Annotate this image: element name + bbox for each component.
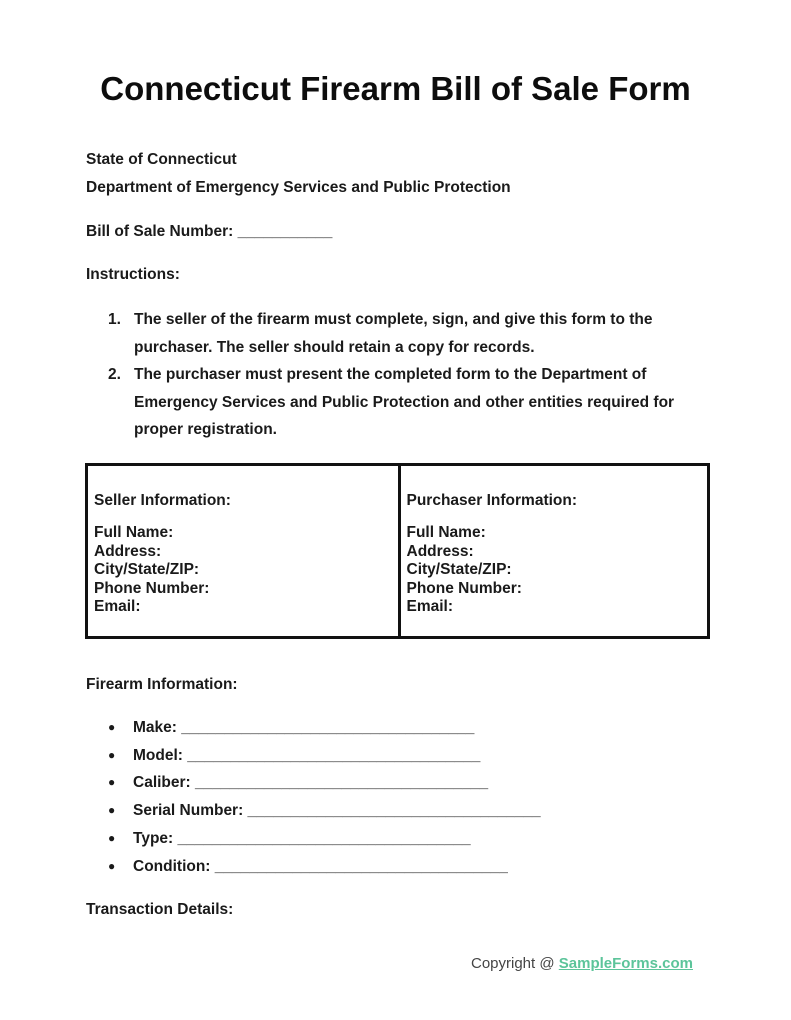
list-item [108,825,541,853]
bullet-icon: ● [108,830,116,845]
seller-email-field: Email: [94,598,141,615]
firearm-heading: Firearm Information: [86,676,238,693]
list-item [108,797,541,825]
caliber-field: Caliber: __________________________________ [133,774,489,792]
bullet-icon: ● [108,858,116,873]
instruction-text: The seller of the firearm must complete, sign, and give this form to the purchaser. The seller should retain a copy for records. [134,311,653,356]
instruction-item [108,306,708,361]
seller-city-state-zip-field: City/State/ZIP: [94,561,200,578]
bullet-icon: ● [108,775,116,790]
seller-phone-field: Phone Number: [94,579,210,597]
party-info-table [85,463,710,639]
model-field: Model: __________________________________ [133,746,481,764]
department-line: Department of Emergency Services and Public Protection [86,179,511,196]
type-field: Type: __________________________________ [133,829,471,847]
purchaser-heading: Purchaser Information: [406,492,578,509]
seller-full-name-field: Full Name: [94,524,174,541]
list-item [108,853,541,881]
purchaser-email-field: Email: [406,598,454,615]
seller-info-cell [88,466,398,636]
instruction-text: The purchaser must present the completed form to the Department of Emergency Services and Public Protection and other entities required for proper registration. [134,366,675,438]
list-item [108,769,541,797]
state-line: State of Connecticut [86,151,237,168]
make-field: Make: __________________________________ [133,719,475,736]
seller-address-field: Address: [94,542,162,560]
bullet-icon: ● [108,747,116,762]
instruction-number: 1. [108,311,121,328]
brand-link[interactable]: SampleForms.com [558,955,693,972]
page-title: Connecticut Firearm Bill of Sale Form [100,70,691,107]
instructions-heading: Instructions: [86,266,180,283]
purchaser-info-cell [398,466,708,636]
condition-field: Condition: __________________________________ [133,857,508,875]
instructions-list [108,306,708,444]
purchaser-full-name-field: Full Name: [406,524,486,541]
instruction-number: 2. [108,366,121,383]
purchaser-phone-field: Phone Number: [406,579,522,597]
list-item [108,714,541,742]
instruction-item [108,361,708,444]
firearm-info-list [108,714,541,880]
transaction-heading: Transaction Details: [86,901,234,918]
bullet-icon: ● [108,803,116,818]
purchaser-address-field: Address: [406,542,474,560]
seller-heading: Seller Information: [94,492,231,509]
copyright-footer [471,955,693,972]
bullet-icon: ● [108,720,116,734]
purchaser-city-state-zip-field: City/State/ZIP: [406,561,512,578]
list-item [108,742,541,770]
bill-number-line: Bill of Sale Number: ___________ [86,223,333,240]
copyright-text: Copyright @ [471,955,559,972]
serial-number-field: Serial Number: __________________________________ [133,802,541,820]
